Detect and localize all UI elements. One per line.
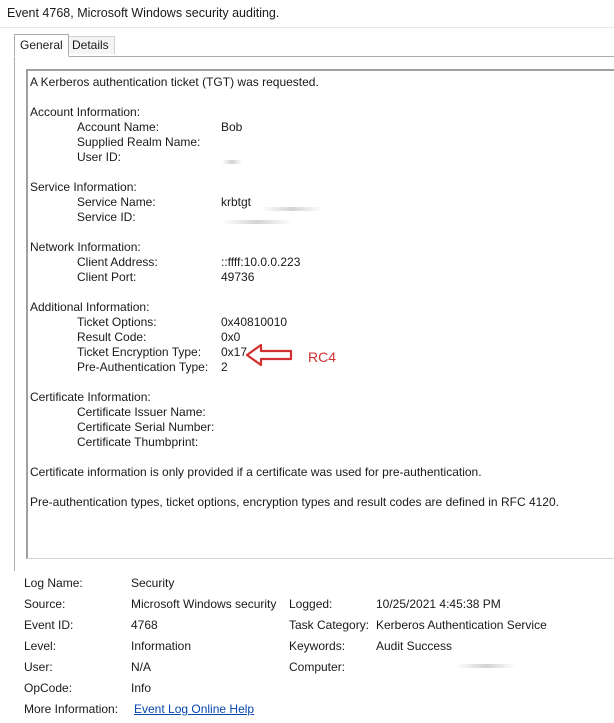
- ticket-options-label: Ticket Options:: [77, 315, 157, 329]
- redacted-service-id: [222, 220, 292, 224]
- encryption-type-value: 0x17: [221, 345, 248, 359]
- ticket-options-value: 0x40810010: [221, 315, 288, 329]
- client-address-label: Client Address:: [77, 255, 158, 269]
- cert-thumbprint-label: Certificate Thumbprint:: [77, 435, 199, 449]
- user-label: User:: [24, 660, 53, 674]
- source-value: Microsoft Windows security: [131, 597, 277, 611]
- opcode-label: OpCode:: [24, 681, 73, 695]
- encryption-type-label: Ticket Encryption Type:: [77, 345, 202, 359]
- keywords-label: Keywords:: [289, 639, 346, 653]
- service-name-value: krbtgt: [221, 195, 252, 209]
- description-intro: A Kerberos authentication ticket (TGT) was requested.: [30, 75, 319, 89]
- rc4-annotation-label: RC4: [308, 349, 337, 365]
- realm-label: Supplied Realm Name:: [77, 135, 201, 149]
- event-id-value: 4768: [131, 618, 158, 632]
- window-title: Event 4768, Microsoft Windows security auditing.: [7, 6, 280, 20]
- result-code-value: 0x0: [221, 330, 241, 344]
- preauth-type-value: 2: [221, 360, 228, 374]
- window-title-bar: [0, 0, 614, 28]
- certificate-info-heading: Certificate Information:: [30, 390, 151, 404]
- redacted-user-id: [222, 160, 242, 164]
- event-id-label: Event ID:: [24, 618, 74, 632]
- cert-issuer-label: Certificate Issuer Name:: [77, 405, 206, 419]
- source-label: Source:: [24, 597, 66, 611]
- opcode-value: Info: [131, 681, 152, 695]
- more-information-label: More Information:: [24, 702, 119, 716]
- cert-serial-label: Certificate Serial Number:: [77, 420, 215, 434]
- user-id-label: User ID:: [77, 150, 122, 164]
- logged-value: 10/25/2021 4:45:38 PM: [376, 597, 501, 611]
- tab-details[interactable]: Details: [66, 36, 115, 54]
- client-port-label: Client Port:: [77, 270, 137, 284]
- account-name-label: Account Name:: [77, 120, 160, 134]
- account-info-heading: Account Information:: [30, 105, 141, 119]
- logged-label: Logged:: [289, 597, 333, 611]
- event-log-online-help-link[interactable]: Event Log Online Help: [134, 702, 255, 716]
- service-id-label: Service ID:: [77, 210, 136, 224]
- redacted-service-name: [262, 207, 322, 211]
- task-category-label: Task Category:: [289, 618, 370, 632]
- keywords-value: Audit Success: [376, 639, 453, 653]
- level-label: Level:: [24, 639, 57, 653]
- task-category-value: Kerberos Authentication Service: [376, 618, 547, 632]
- level-value: Information: [131, 639, 192, 653]
- computer-label: Computer:: [289, 660, 346, 674]
- log-name-label: Log Name:: [24, 576, 83, 590]
- client-address-value: ::ffff:10.0.0.223: [221, 255, 301, 269]
- annotation-arrow-icon: [245, 343, 293, 367]
- client-port-value: 49736: [221, 270, 255, 284]
- rfc-note: Pre-authentication types, ticket options, encryption types and result codes are defined in RFC 4120.: [30, 495, 559, 509]
- user-value: N/A: [131, 660, 152, 674]
- redacted-computer: [456, 664, 516, 668]
- tab-general[interactable]: General: [14, 34, 69, 57]
- service-name-label: Service Name:: [77, 195, 156, 209]
- network-info-heading: Network Information:: [30, 240, 141, 254]
- log-name-value: Security: [131, 576, 175, 590]
- service-info-heading: Service Information:: [30, 180, 137, 194]
- account-name-value: Bob: [221, 120, 243, 134]
- result-code-label: Result Code:: [77, 330, 147, 344]
- certificate-note: Certificate information is only provided if a certificate was used for pre-authentication.: [30, 465, 482, 479]
- additional-info-heading: Additional Information:: [30, 300, 150, 314]
- preauth-type-label: Pre-Authentication Type:: [77, 360, 209, 374]
